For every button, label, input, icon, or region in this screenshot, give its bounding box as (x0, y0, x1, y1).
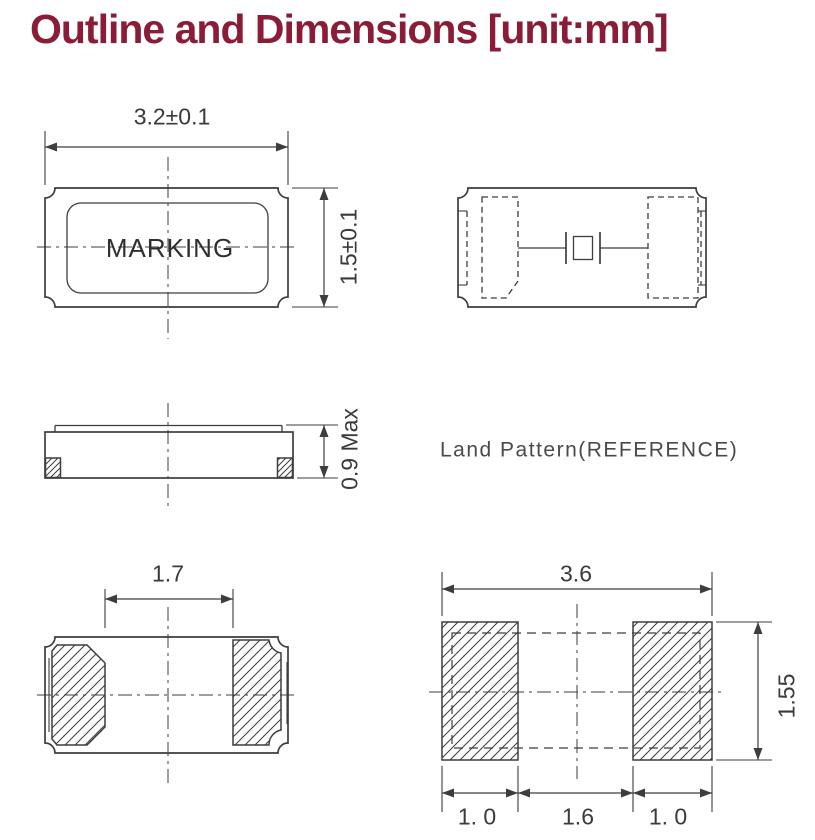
internal-view-figure (458, 188, 706, 307)
body-outline (45, 432, 293, 478)
pad-height-dimension (716, 622, 772, 760)
crystal-symbol (518, 232, 648, 264)
dim-label-body-height: 1.5±0.1 (335, 208, 362, 286)
side-view-figure (45, 403, 338, 509)
dim-label-land-pad-height: 1.55 (773, 673, 800, 719)
page-title: Outline and Dimensions [unit:mm] (30, 6, 668, 52)
land-pattern-caption: Land Pattern(REFERENCE) (440, 438, 739, 462)
dim-label-land-overall-width: 3.6 (560, 560, 592, 587)
left-land-pad (442, 622, 518, 760)
right-terminal (278, 458, 293, 478)
pad-spacing-dimension (105, 589, 233, 628)
right-terminal-pad (233, 640, 281, 745)
marking-label: MARKING (105, 233, 235, 263)
package-outline (458, 188, 706, 307)
bottom-view-figure (37, 589, 296, 787)
dim-label-land-pad-width-left: 1. 0 (457, 803, 497, 830)
dim-label-body-width: 3.2±0.1 (133, 103, 211, 130)
left-electrode-pad (482, 197, 518, 298)
height-dimension (292, 188, 338, 307)
dim-label-pad-spacing: 1.7 (152, 560, 184, 587)
width-dimension (45, 131, 288, 185)
left-terminal (46, 458, 61, 478)
dim-label-land-pad-width-right: 1. 0 (648, 803, 688, 830)
land-pattern-figure (429, 572, 772, 812)
dim-label-land-gap: 1.6 (562, 803, 594, 830)
dim-label-body-thickness: 0.9 Max (336, 408, 363, 490)
right-electrode-pad (648, 197, 698, 298)
